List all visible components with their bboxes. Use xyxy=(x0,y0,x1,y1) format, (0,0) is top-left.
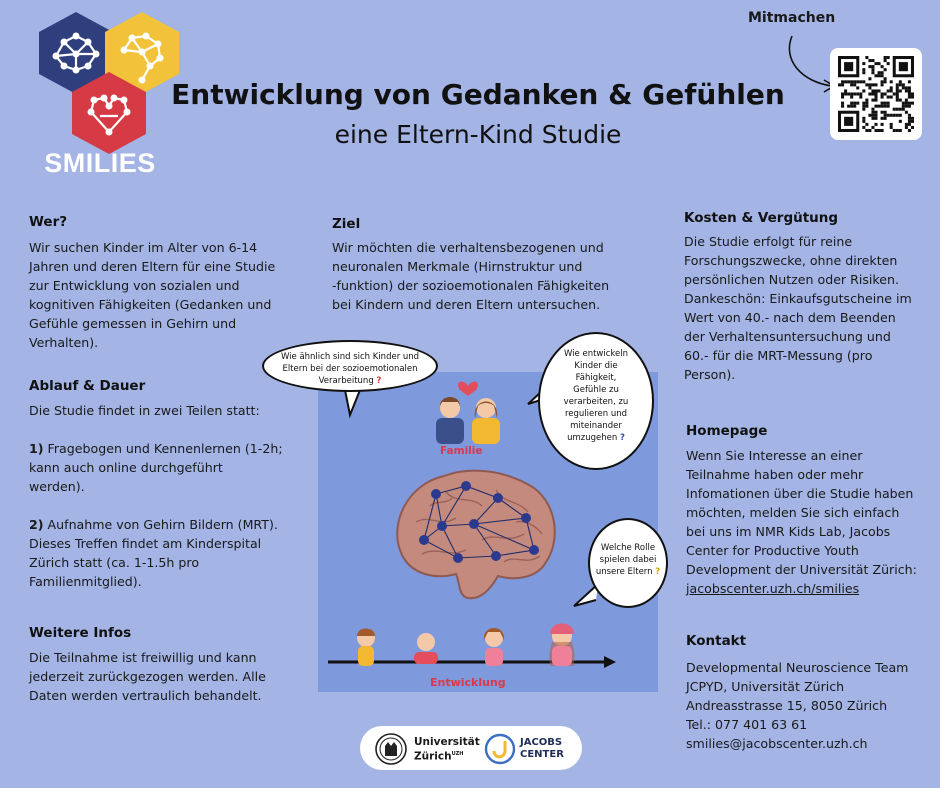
ablauf-heading: Ablauf & Dauer xyxy=(29,378,146,394)
homepage-heading: Homepage xyxy=(686,423,768,439)
qr-code-icon xyxy=(838,56,914,132)
bubble-similarity: Wie ähnlich sind sich Kinder und Eltern bei der sozioemotionalen Verarbeitung ? xyxy=(262,340,438,392)
ziel-heading: Ziel xyxy=(332,216,361,232)
wer-text: Wir suchen Kinder im Alter von 6-14 Jahren und deren Eltern für eine Studie zur Entwicklung von sozialen und kognitiven Fähigkeiten (Gedanken und Gefühle gemessen in Gehirn und Verhalten). xyxy=(29,240,276,350)
bubble-parents: Welche Rolle spielen dabei unsere Eltern ? xyxy=(588,518,668,608)
qr-code[interactable] xyxy=(830,48,922,140)
kontakt-text: Developmental Neuroscience Team JCPYD, Universität Zürich Andreasstrasse 15, 8050 Zürich Tel.: 077 401 63 61 smilies@jacobscenter.uzh.ch xyxy=(686,658,936,753)
page-title: Entwicklung von Gedanken & Gefühlen xyxy=(171,78,785,111)
homepage-link[interactable]: jacobscenter.uzh.ch/smilies xyxy=(686,581,860,596)
development-timeline xyxy=(324,622,618,676)
ziel-text: Wir möchten die verhaltensbezogenen und neuronalen Merkmale (Hirnstruktur und -funktion) der sozioemotionalen Fähigkeiten bei Kindern und deren Eltern untersuchen. xyxy=(332,240,610,312)
uzh-seal-icon xyxy=(374,732,408,766)
entwicklung-label: Entwicklung xyxy=(430,676,506,689)
uzh-logo-text: Universität Zürich$^{UZH}$ xyxy=(414,736,480,763)
familie-label: Familie xyxy=(440,445,483,457)
kontakt-heading: Kontakt xyxy=(686,633,747,649)
bubble-development: Wie entwickeln Kinder die Fähigkeit, Gefühle zu verarbeiten, zu regulieren und miteinander umzugehen ? xyxy=(538,332,654,470)
homepage-text: Wenn Sie Interesse an einer Teilnahme haben oder mehr Infomationen über die Studie haben möchten, melden Sie sich einfach bei uns im NMR Kids Lab, Jacobs Center for Productive Youth Development der Universität Zürich: jacobscenter.uzh.ch/smilies xyxy=(686,446,936,598)
mitmachen-label: Mitmachen xyxy=(748,10,836,26)
wer-heading: Wer? xyxy=(29,214,68,230)
kosten-text: Die Studie erfolgt für reine Forschungszwecke, ohne direkten persönlichen Nutzen oder Risiken. Dankeschön: Einkaufsgutscheine im Wert von 40.- nach dem Beenden der Verhaltensuntersuchung und 60.- für die MRT-Messung (pro Person). xyxy=(684,234,912,382)
email-link[interactable]: smilies@jacobscenter.uzh.ch xyxy=(686,736,868,751)
logo-wordmark: SMILIES xyxy=(44,148,156,178)
page-subtitle: eine Eltern-Kind Studie xyxy=(334,120,622,149)
jacobs-logo-icon xyxy=(484,733,516,765)
family-illustration xyxy=(430,372,506,444)
weitere-heading: Weitere Infos xyxy=(29,625,132,641)
brain-network-illustration xyxy=(386,462,562,612)
weitere-text: Die Teilnahme ist freiwillig und kann jederzeit zurückgezogen werden. Alle Daten werden vertraulich behandelt. xyxy=(29,650,266,703)
jacobs-logo-text: JACOBS CENTER xyxy=(520,737,564,760)
ablauf-text: Die Studie findet in zwei Teilen statt: 1) Fragebogen und Kennenlernen (1-2h; kann auch online durchgeführt werden). 2) Aufnahme von Gehirn Bildern (MRT). Dieses Treffen findet am Kinderspital Zürich statt (ca. 1-1.5h pro Familienmitglied). xyxy=(29,403,283,589)
kosten-heading: Kosten & Vergütung xyxy=(684,210,839,226)
